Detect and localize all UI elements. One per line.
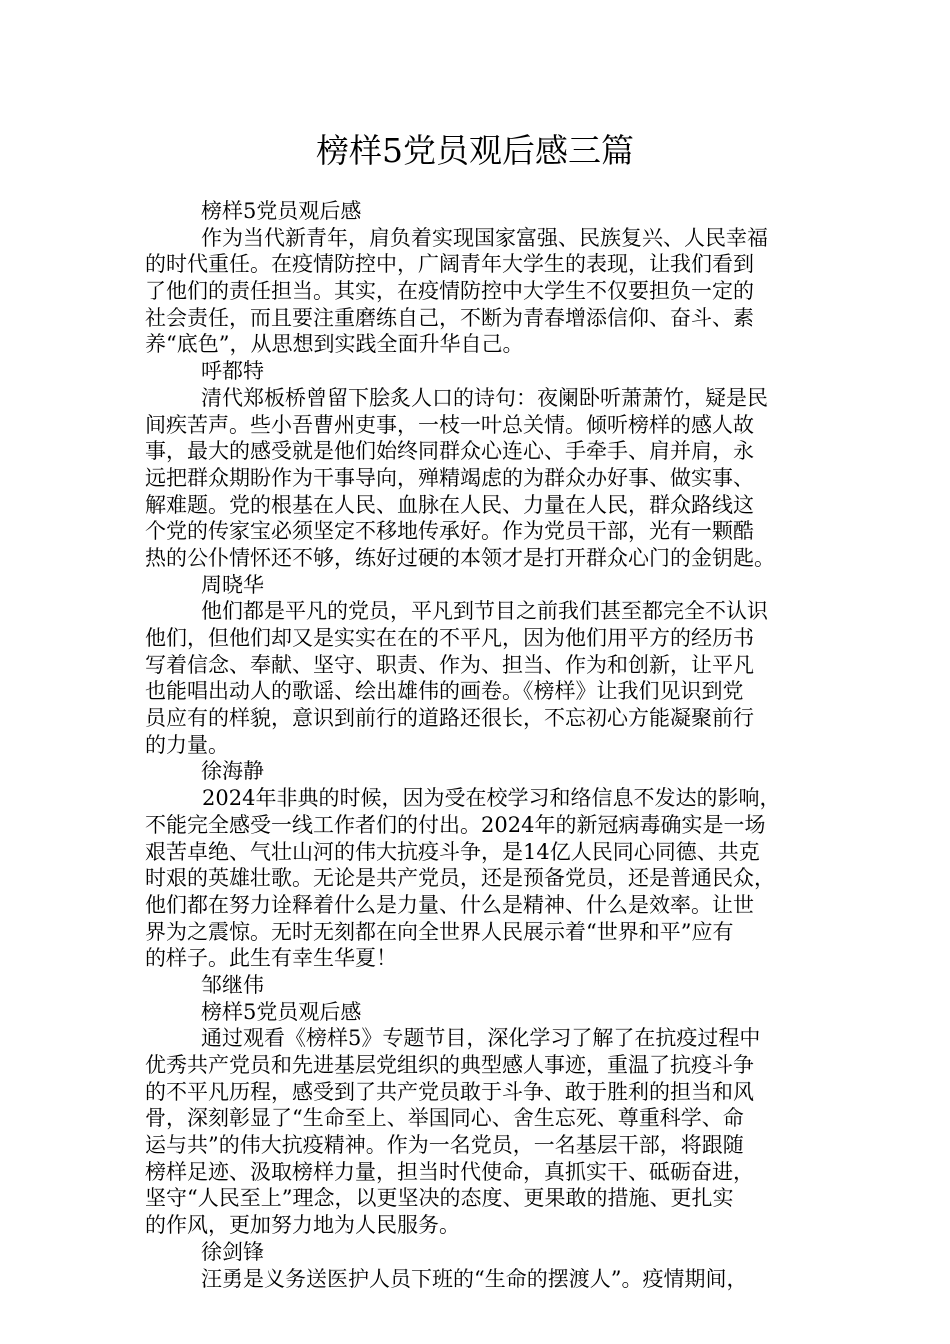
- section-heading: 榜样5党员观后感: [201, 999, 362, 1024]
- paragraph-line: 坚守“人民至上”理念，以更坚决的态度、更果敢的措施、更扎实: [145, 1186, 734, 1211]
- document-title: 榜样5党员观后感三篇: [316, 131, 634, 170]
- author-name: 邹继伟: [201, 972, 264, 997]
- paragraph-line: 的力量。: [145, 732, 229, 757]
- paragraph-line: 解难题。党的根基在人民、血脉在人民、力量在人民，群众路线这: [145, 492, 754, 517]
- author-name: 周晓华: [201, 572, 264, 597]
- paragraph-line: 个党的传家宝必须坚定不移地传承好。作为党员干部，光有一颗酷: [145, 519, 754, 544]
- section-heading: 榜样5党员观后感: [201, 199, 362, 223]
- document-body: [145, 198, 809, 1292]
- paragraph-line: 的样子。此生有幸生华夏！: [145, 946, 397, 971]
- paragraph-line: 不能完全感受一线工作者们的付出。2024年的新冠病毒确实是一场: [145, 812, 766, 837]
- paragraph-line: 骨，深刻彰显了“生命至上、举国同心、舍生忘死、尊重科学、命: [145, 1106, 744, 1131]
- paragraph-line: 间疾苦声。些小吾曹州吏事，一枝一叶总关情。倾听榜样的感人故: [145, 412, 754, 437]
- paragraph-line: 2024年非典的时候，因为受在校学习和络信息不发达的影响，: [202, 786, 781, 811]
- paragraph-line: 远把群众期盼作为干事导向，殚精竭虑的为群众办好事、做实事、: [145, 465, 754, 490]
- paragraph-line: 时艰的英雄壮歌。无论是共产党员，还是预备党员，还是普通民众，: [145, 866, 775, 891]
- paragraph-line: 他们，但他们却又是实实在在的不平凡，因为他们用平方的经历书: [145, 626, 754, 650]
- paragraph-line: 员应有的样貌，意识到前行的道路还很长，不忘初心方能凝聚前行: [145, 706, 754, 731]
- paragraph-line: 清代郑板桥曾留下脍炙人口的诗句：夜阑卧听萧萧竹，疑是民: [201, 385, 768, 410]
- paragraph-line: 也能唱出动人的歌谣、绘出雄伟的画卷。《榜样》让我们见识到党: [145, 679, 744, 704]
- paragraph-line: 写着信念、奉献、坚守、职责、作为、担当、作为和创新，让平凡: [145, 652, 754, 677]
- paragraph-line: 优秀共产党员和先进基层党组织的典型感人事迹，重温了抗疫斗争: [145, 1053, 754, 1077]
- paragraph-line: 的不平凡历程，感受到了共产党员敢于斗争、敢于胜利的担当和风: [145, 1079, 754, 1104]
- paragraph-line: 界为之震惊。无时无刻都在向全世界人民展示着“世界和平”应有: [145, 919, 734, 944]
- paragraph-line: 作为当代新青年，肩负着实现国家富强、民族复兴、人民幸福: [201, 225, 768, 250]
- author-name: 徐剑锋: [201, 1239, 264, 1264]
- paragraph-line: 养“底色”，从思想到实践全面升华自己。: [145, 332, 524, 357]
- paragraph-line: 了他们的责任担当。其实，在疫情防控中大学生不仅要担负一定的: [145, 279, 754, 304]
- paragraph-line: 他们都是平凡的党员，平凡到节目之前我们甚至都完全不认识: [201, 599, 768, 624]
- paragraph-line: 社会责任，而且要注重磨练自己，不断为青春增添信仰、奋斗、素: [145, 305, 754, 330]
- paragraph-line: 他们都在努力诠释着什么是力量、什么是精神、什么是效率。让世: [145, 892, 754, 917]
- paragraph-line: 热的公仆情怀还不够，练好过硬的本领才是打开群众心门的金钥匙。: [145, 545, 775, 570]
- author-name: 呼都特: [201, 359, 264, 384]
- paragraph-line: 的作风，更加努力地为人民服务。: [145, 1213, 460, 1238]
- paragraph-line: 事，最大的感受就是他们始终同群众心连心、手牵手、肩并肩，永: [145, 439, 754, 464]
- paragraph-line: 汪勇是义务送医护人员下班的“生命的摆渡人”。疫情期间，: [201, 1266, 748, 1291]
- paragraph-line: 的时代重任。在疫情防控中，广阔青年大学生的表现，让我们看到: [145, 252, 754, 277]
- paragraph-line: 通过观看《榜样5》专题节目，深化学习了解了在抗疫过程中: [201, 1026, 761, 1051]
- author-name: 徐海静: [201, 759, 264, 784]
- paragraph-line: 运与共”的伟大抗疫精神。作为一名党员，一名基层干部，将跟随: [145, 1133, 744, 1158]
- paragraph-line: 艰苦卓绝、气壮山河的伟大抗疫斗争，是14亿人民同心同德、共克: [145, 839, 760, 864]
- paragraph-line: 榜样足迹、汲取榜样力量，担当时代使命，真抓实干、砥砺奋进，: [145, 1159, 754, 1184]
